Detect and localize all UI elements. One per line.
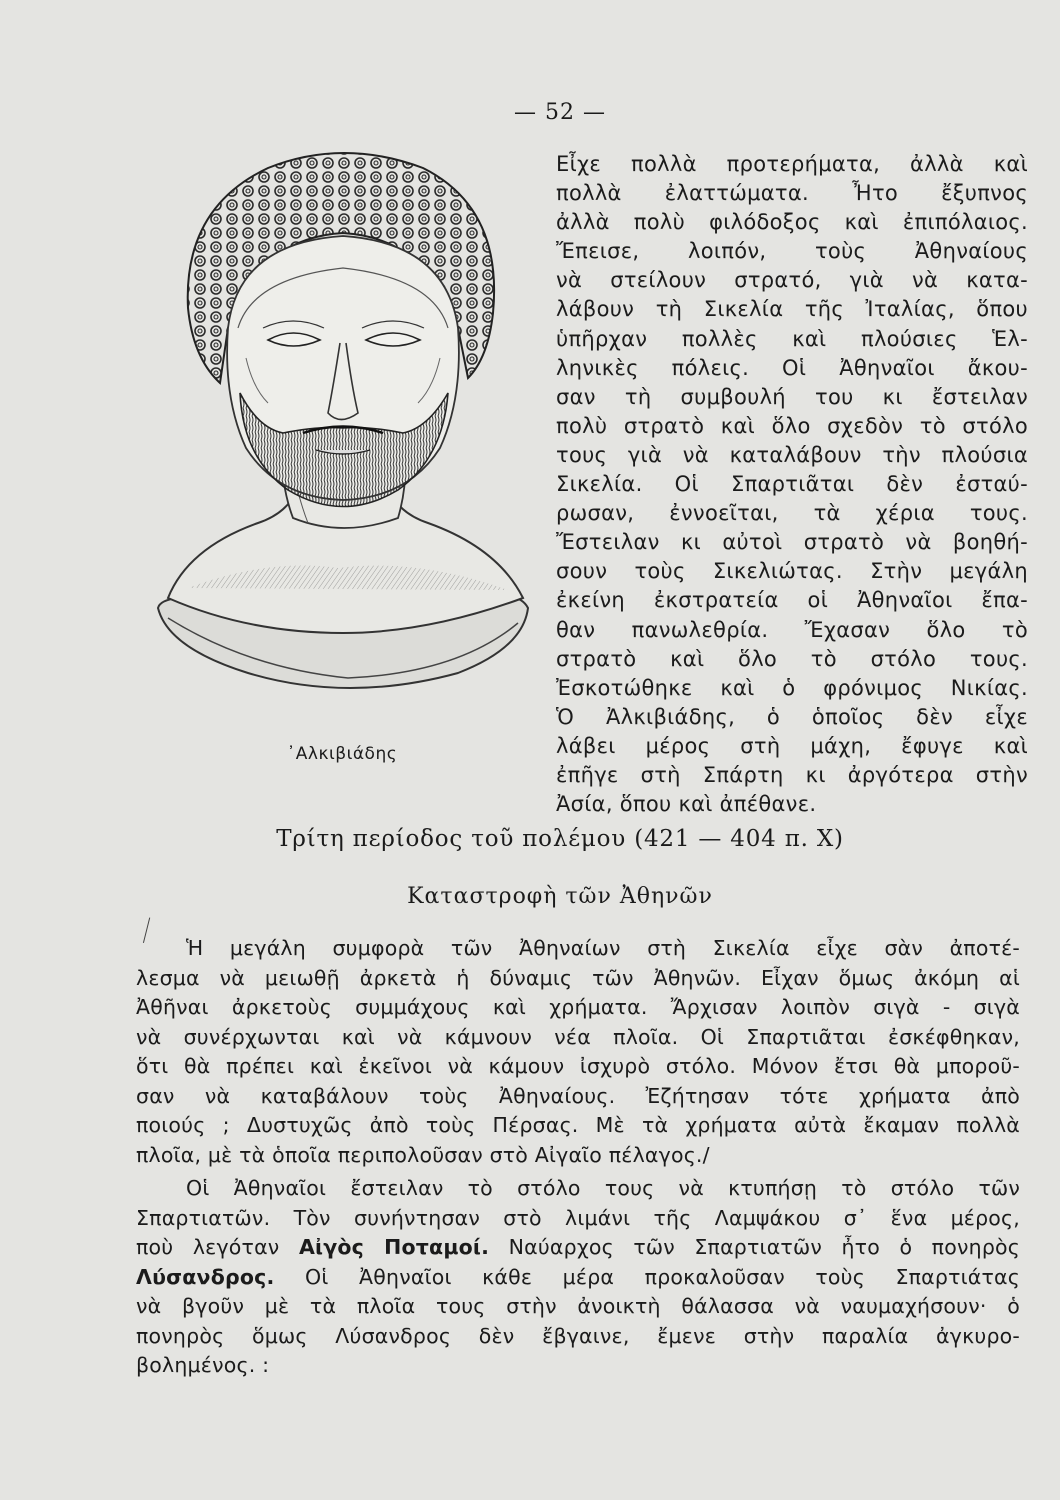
side-text-line: τους γιὰ νὰ καταλάβουν τὴν πλούσια xyxy=(556,442,1028,467)
side-column-text xyxy=(556,150,1028,819)
side-text-line: ρωσαν, ἐννοεῖται, τὰ χέρια τους. xyxy=(556,501,1028,526)
line-text: ποὺ λεγόταν xyxy=(136,1235,299,1259)
side-text-line: στρατὸ καὶ ὅλο τὸ στόλο τους. xyxy=(556,646,1028,671)
side-text-line: ἐπῆγε στὴ Σπάρτη κι ἀργότερα στὴν xyxy=(556,762,1028,787)
side-text-line: σαν τὴ συμβουλή του κι ἔστειλαν xyxy=(556,384,1028,409)
page-number: — 52 — xyxy=(514,100,606,125)
side-text-line: Ἀσία, ὅπου καὶ ἀπέθανε. xyxy=(556,792,817,817)
paragraph-line: νὰ βγοῦν μὲ τὰ πλοῖα τους στὴν ἀνοικτὴ θάλασσα νὰ ναυμαχήσουν· ὁ xyxy=(136,1294,1020,1318)
body-text xyxy=(136,934,1020,1381)
paragraph-line: Ἡ μεγάλη συμφορὰ τῶν Ἀθηναίων στὴ Σικελία εἶχε σὰν ἀποτέ- xyxy=(186,936,1020,960)
side-text-line: Ἔστειλαν κι αὐτοὶ στρατὸ νὰ βοηθή- xyxy=(556,530,1028,555)
side-text-line: νὰ στείλουν στρατό, γιὰ νὰ κατα- xyxy=(556,268,1028,293)
paragraph-line: Σπαρτιατῶν. Τὸν συνήντησαν στὸ λιμάνι τῆς Λαμψάκου σ᾿ ἕνα μέρος, xyxy=(136,1205,1020,1230)
side-text-line: λάβουν τὴ Σικελία τῆς Ἰταλίας, ὅπου xyxy=(556,297,1028,322)
paragraph-line: Ἀθῆναι ἀρκετοὺς συμμάχους καὶ χρήματα. Ἄρχισαν λοιπὸν σιγὰ - σιγὰ xyxy=(136,995,1020,1019)
side-text-line: λάβει μέρος στὴ μάχη, ἔφυγε καὶ xyxy=(556,733,1028,758)
side-text-line: Ἔπεισε, λοιπόν, τοὺς Ἀθηναίους xyxy=(556,239,1028,264)
side-text-line: Σικελία. Οἱ Σπαρτιᾶται δὲν ἐσταύ- xyxy=(556,472,1028,497)
paragraph-line: σαν νὰ καταβάλουν τοὺς Ἀθηναίους. Ἐζήτησαν τότε χρήματα ἀπὸ xyxy=(136,1083,1020,1108)
line-text: Οἱ Ἀθηναῖοι κάθε μέρα προκαλοῦσαν τοὺς Σπαρτιάτας xyxy=(274,1264,1020,1289)
place-name-bold: Αἰγὸς Ποταμοί. xyxy=(298,1235,490,1259)
alcibiades-bust-illustration xyxy=(128,128,552,748)
paragraph-line: Οἱ Ἀθηναῖοι ἔστειλαν τὸ στόλο τους νὰ κτυπήσῃ τὸ στόλο τῶν xyxy=(186,1176,1020,1200)
paragraph-line: νὰ συνέρχωνται καὶ νὰ κάμνουν νέα πλοῖα. Οἱ Σπαρτιᾶται ἐσκέφθηκαν, xyxy=(136,1024,1020,1049)
side-text-line: Ἐσκοτώθηκε καὶ ὁ φρόνιμος Νικίας. xyxy=(556,675,1028,700)
side-text-line: πολλὰ ἐλαττώματα. Ἦτο ἔξυπνος xyxy=(556,181,1028,206)
paragraph-line: ποιούς ; Δυστυχῶς ἀπὸ τοὺς Πέρσας. Μὲ τὰ χρήματα αὐτὰ ἔκαμαν πολλὰ xyxy=(136,1113,1020,1137)
paragraph-line: ὅτι θὰ πρέπει καὶ ἐκεῖνοι νὰ κάμουν ἰσχυρὸ στόλο. Μόνον ἔτσι θὰ μποροῦ- xyxy=(136,1054,1020,1078)
paragraph-line xyxy=(136,1263,1020,1293)
side-text-line: πολὺ στρατὸ καὶ ὅλο σχεδὸν τὸ στόλο xyxy=(556,413,1028,438)
side-text-line: ἀλλὰ πολὺ φιλόδοξος καὶ ἐπιπόλαιος. xyxy=(556,210,1028,235)
paragraph-line: πλοῖα, μὲ τὰ ὁποῖα περιπολοῦσαν στὸ Αἰγαῖο πέλαγος./ xyxy=(136,1142,710,1167)
side-text-line: ὑπῆρχαν πολλὲς καὶ πλούσιες Ἑλ- xyxy=(556,326,1028,351)
line-text: Ναύαρχος τῶν Σπαρτιατῶν ἦτο ὁ πονηρὸς xyxy=(489,1235,1021,1259)
side-text-line: Ὁ Ἀλκιβιάδης, ὁ ὁποῖος δὲν εἶχε xyxy=(556,704,1028,729)
section-title: Τρίτη περίοδος τοῦ πολέμου (421 — 404 π. Χ) xyxy=(276,826,844,852)
figure-caption: ᾿Αλκιβιάδης xyxy=(286,744,398,764)
paragraph-line: βολημένος. : xyxy=(136,1353,270,1377)
paragraph-line: πονηρὸς ὅμως Λύσανδρος δὲν ἔβγαινε, ἔμενε στὴν παραλία ἀγκυρο- xyxy=(136,1323,1020,1348)
person-name-bold: Λύσανδρος. xyxy=(136,1264,275,1289)
paragraph-line xyxy=(136,1233,1020,1263)
section-subtitle: Καταστροφὴ τῶν Ἀθηνῶν xyxy=(407,884,713,909)
side-text-line: ἐκείνη ἐκστρατεία οἱ Ἀθηναῖοι ἔπα- xyxy=(556,588,1028,613)
side-text-line: θαν πανωλεθρία. Ἔχασαν ὅλο τὸ xyxy=(556,617,1028,642)
paragraph-line: λεσμα νὰ μειωθῇ ἀρκετὰ ἡ δύναμις τῶν Ἀθηνῶν. Εἶχαν ὅμως ἀκόμη αἱ xyxy=(136,965,1020,990)
side-text-line: Εἶχε πολλὰ προτερήματα, ἀλλὰ καὶ xyxy=(556,152,1028,176)
side-text-line: σουν τοὺς Σικελιώτας. Στὴν μεγάλη xyxy=(556,559,1028,584)
side-text-line: ληνικὲς πόλεις. Οἱ Ἀθηναῖοι ἄκου- xyxy=(556,355,1028,380)
